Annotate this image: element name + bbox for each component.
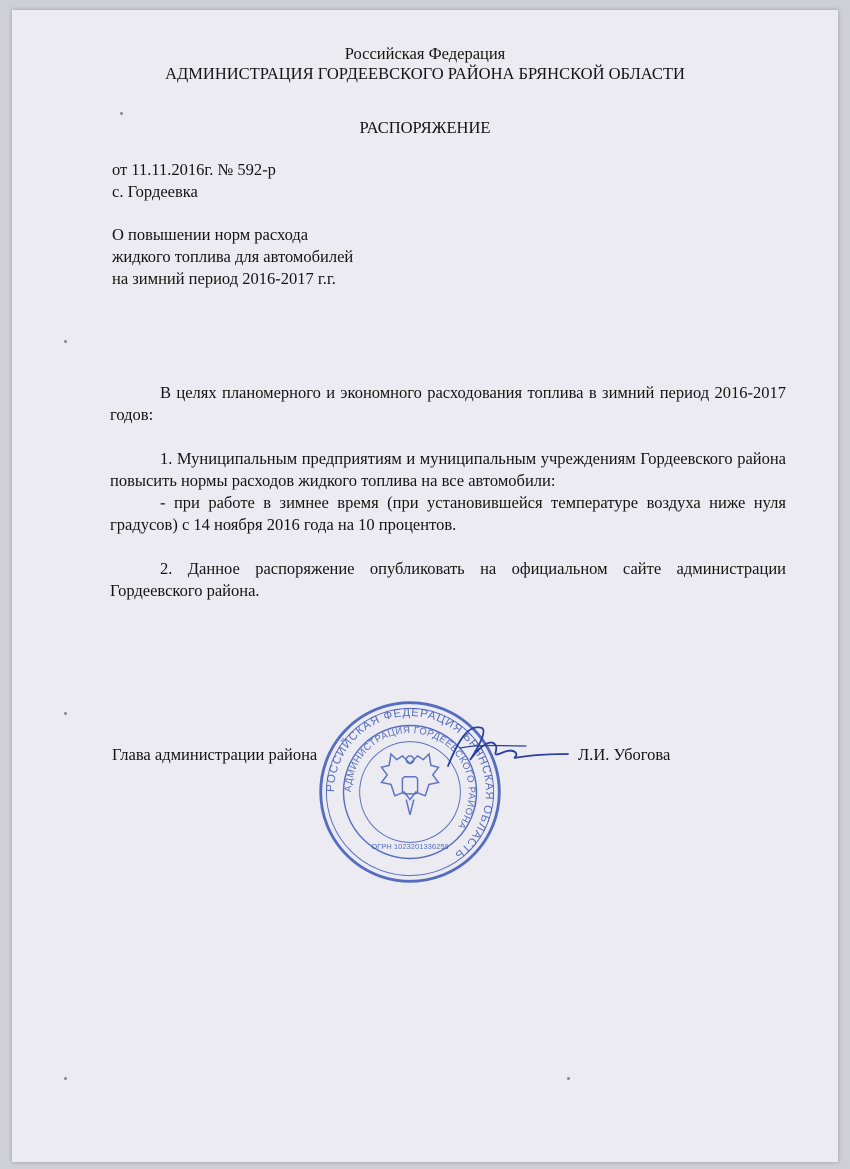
document-type-heading: РАСПОРЯЖЕНИЕ (359, 118, 491, 137)
scan-speck (567, 1077, 570, 1080)
handwritten-signature (430, 718, 570, 778)
seal-ogrn-text: ОГРН 1023201336259 (371, 842, 449, 851)
subject-line-3: на зимний период 2016-2017 г.г. (112, 269, 336, 288)
seal-outer-text: РОССИЙСКАЯ ФЕДЕРАЦИЯ БРЯНСКАЯ ОБЛАСТЬ (324, 706, 496, 862)
place: с. Гордеевка (112, 182, 198, 201)
signatory-name: Л.И. Убогова (578, 745, 671, 764)
scan-speck (64, 1077, 67, 1080)
document-page (12, 10, 838, 1162)
subject-line-2: жидкого топлива для автомобилей (112, 247, 354, 266)
date-number: от 11.11.2016г. № 592-р (112, 160, 276, 179)
subject-line-1: О повышении норм расхода (112, 225, 309, 244)
item-1-sub-paragraph: - при работе в зимнее время (при установившейся температуре воздуха ниже нуля градусов) с 14 ноября 2016 года на 10 процентов. (110, 493, 786, 534)
scan-speck (120, 112, 123, 115)
item-2-paragraph: 2. Данное распоряжение опубликовать на официальном сайте администрации Гордеевского района. (110, 559, 786, 600)
item-1-paragraph: 1. Муниципальным предприятиям и муниципальным учреждениям Гордеевского района повысить нормы расходов жидкого топлива на все автомобили: (110, 449, 786, 490)
document-meta (112, 159, 276, 203)
country-heading: Российская Федерация (344, 44, 506, 63)
scan-speck (64, 712, 67, 715)
seal-inner-text: АДМИНИСТРАЦИЯ ГОРДЕЕВСКОГО РАЙОНА (343, 724, 477, 832)
document-subject (112, 224, 353, 290)
signatory-position: Глава администрации района (112, 745, 318, 764)
scan-speck (64, 340, 67, 343)
document-body (110, 382, 786, 624)
intro-paragraph: В целях планомерного и экономного расходования топлива в зимний период 2016-2017 годов: (110, 383, 786, 424)
agency-heading: АДМИНИСТРАЦИЯ ГОРДЕЕВСКОГО РАЙОНА БРЯНСКОЙ ОБЛАСТИ (165, 64, 685, 83)
